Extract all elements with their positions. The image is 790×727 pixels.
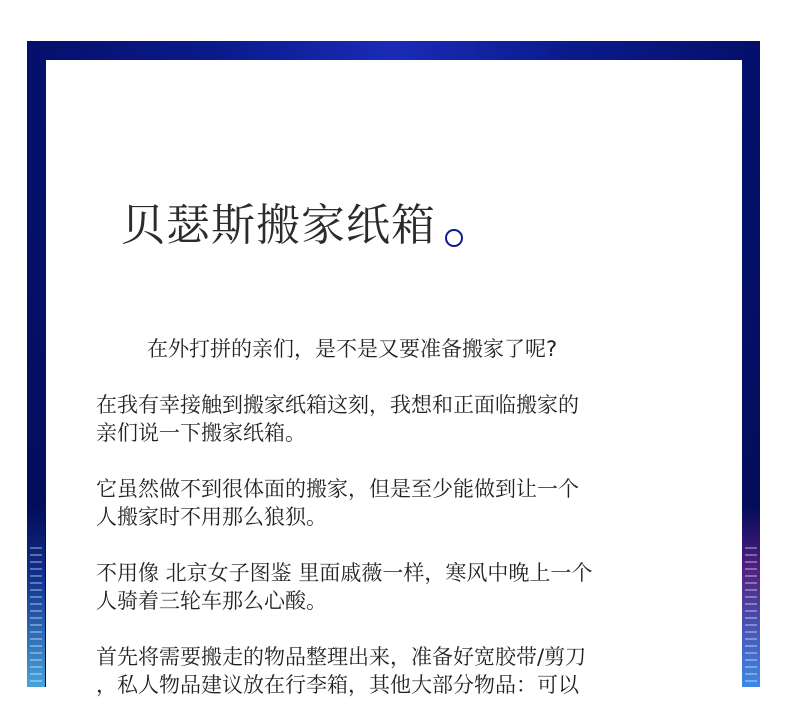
article-body bbox=[96, 335, 696, 727]
city-lights-right bbox=[742, 507, 760, 687]
paragraph-intro: 在外打拼的亲们，是不是又要准备搬家了呢? bbox=[147, 337, 558, 361]
paragraph: 它虽然做不到很体面的搬家，但是至少能做到让一个 人搬家时不用那么狼狈。 bbox=[96, 477, 579, 529]
hollow-circle-icon bbox=[445, 229, 463, 247]
paragraph: 不用像 北京女子图鉴 里面戚薇一样，寒风中晚上一个 人骑着三轮车那么心酸。 bbox=[96, 561, 593, 613]
city-lights-left bbox=[27, 507, 45, 687]
title-row bbox=[121, 198, 463, 254]
paragraph: 首先将需要搬走的物品整理出来，准备好宽胶带/剪刀 ，私人物品建议放在行李箱，其他大部分物品：可以 bbox=[96, 645, 587, 697]
page-title: 贝瑟斯搬家纸箱 bbox=[121, 200, 436, 251]
paragraph: 在我有幸接触到搬家纸箱这刻，我想和正面临搬家的 亲们说一下搬家纸箱。 bbox=[96, 393, 579, 445]
